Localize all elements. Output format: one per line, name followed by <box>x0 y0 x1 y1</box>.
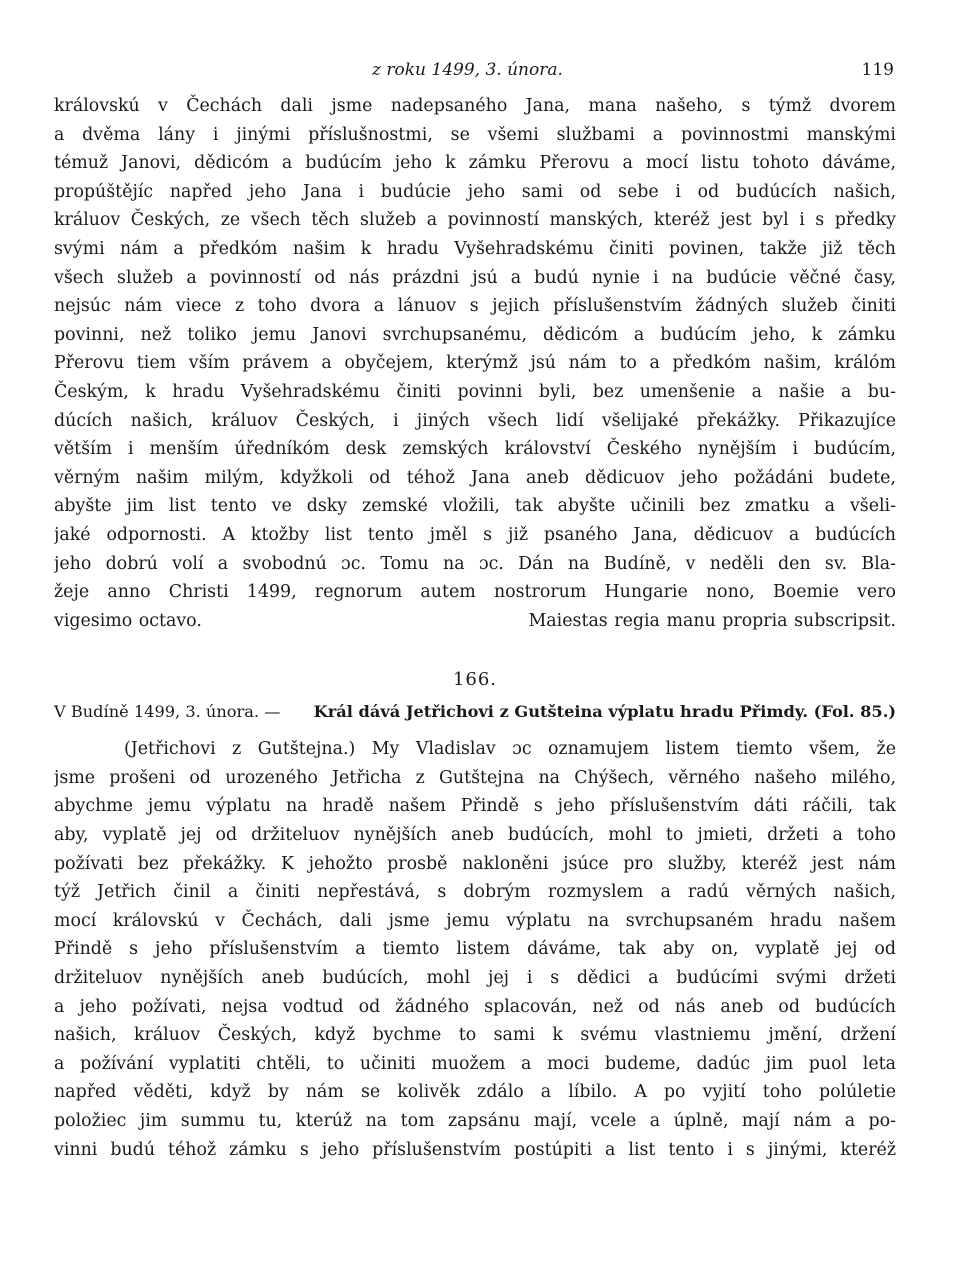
text-line-signature <box>54 607 896 636</box>
closing-words: vigesimo octavo. <box>54 610 202 631</box>
text-line: a jeho požívati, nejsa vodtud od žádného splacován, než od nás aneb od budúcích <box>54 996 896 1017</box>
text-line: dúcích našich, králuov Českých, i jiných všech lidí všelijaké překážky. Přikazujíce <box>54 410 896 431</box>
text-line: týž Jetřich činil a činiti nepřestává, s dobrým rozmyslem a radú věrných našich, <box>54 882 896 903</box>
text-line: abychme jemu výplatu na hradě našem Přindě s jeho příslušenstvím dáti ráčili, tak <box>54 796 896 817</box>
text-line: našich, králuov Českých, když bychme to sami k svému vlastniemu jmění, držení <box>54 1025 896 1046</box>
text-line: vinni budú téhož zámku s jeho příslušenstvím postúpiti a list tento i s jinými, kteréž <box>54 1139 896 1160</box>
text-line: Přindě s jeho příslušenstvím a tiemto listem dáváme, tak aby on, vyplatě jej od <box>54 939 896 960</box>
text-line: všech služeb a povinností od nás prázdni jsú a budú nynie i na budúcie věčné časy, <box>54 267 896 288</box>
text-line: větším i menším úředníkóm desk zemských království Českého nynějším i budúcím, <box>54 439 896 460</box>
text-line: požívati bez překážky. K jehožto prosbě nakloněni jsúce pro služby, kteréž jest nám <box>54 853 896 874</box>
text-line: svými nám a předkóm našim k hradu Vyšehradskému činiti povinen, takže již těch <box>54 238 896 259</box>
text-line: mocí královskú v Čechách, dali jsme jemu výplatu na svrchupsaném hradu našem <box>54 910 896 931</box>
text-line: a dvěma lány i jinými příslušnostmi, se všemi službami a povinnostmi manskými <box>54 124 896 145</box>
regest-date: V Budíně 1499, 3. února. — <box>54 702 281 722</box>
text-line: jaké odpornosti. A ktožby list tento jměl s již psaného Jana, dědicuov a budúcích <box>54 524 896 545</box>
text-line: Přerovu tiem vším právem a obyčejem, kterýmž jsú nám to a předkóm našim, králóm <box>54 353 896 374</box>
text-line: a požívání vyplatiti chtěli, to učiniti muožem a moci budeme, dadúc jim puol leta <box>54 1053 896 1074</box>
text-line: žeje anno Christi 1499, regnorum autem nostrorum Hungarie nono, Boemie vero <box>54 582 896 603</box>
text-line: Českým, k hradu Vyšehradskému činiti povinni byli, bez umenšenie a našie a bu- <box>54 381 896 402</box>
text-line: držiteluov nynějších aneb budúcích, mohl jej i s dědici a budúcími svými držeti <box>54 968 896 989</box>
document-number: 166. <box>452 669 498 691</box>
text-line: královskú v Čechách dali jsme nadepsaného Jana, mana našeho, s týmž dvorem <box>54 96 896 116</box>
running-head-title: z roku 1499, 3. února. <box>372 60 563 80</box>
document-page <box>54 52 896 1252</box>
document-body <box>54 735 896 1164</box>
regest <box>54 699 896 729</box>
text-line: králuov Českých, ze všech těch služeb a povinností manských, kteréž jest byl i s předky <box>54 210 896 231</box>
regest-content: Král dává Jetřichovi z Gutšteina výplatu hradu Přimdy. (Fol. 85.) <box>313 702 896 722</box>
text-line: napřed věděti, když by nám se kolivěk zdálo a líbilo. A po vyjití toho polúletie <box>54 1082 896 1103</box>
royal-subscription: Maiestas regia manu propria subscripsit. <box>528 610 896 631</box>
text-line: abyšte jim list tento ve dsky zemské vložili, tak abyšte učinili bez zmatku a všeli- <box>54 496 896 517</box>
text-line: jeho dobrú volí a svobodnú ɔc. Tomu na ɔc. Dán na Budíně, v neděli den sv. Bla- <box>54 553 896 574</box>
text-line: věrným našim milým, kdyžkoli od téhož Jana aneb dědicuov jeho požádáni budete, <box>54 467 896 488</box>
text-line: (Jetřichovi z Gutštejna.) My Vladislav ɔc oznamujem listem tiemto všem, že <box>124 739 896 760</box>
text-line: aby, vyplatě jej od držiteluov nynějších aneb budúcích, mohl to jmieti, držeti a toho <box>54 825 896 846</box>
text-line: položiec jim summu tu, kterúž na tom zapsánu mají, vcele a úplně, mají nám a po- <box>54 1111 896 1131</box>
text-line: nejsúc nám viece z toho dvora a lánuov s jejich příslušenstvím žádných služeb činiti <box>54 296 896 317</box>
running-head <box>54 52 896 92</box>
text-line: témuž Janovi, dědicóm a budúcím jeho k zámku Přerovu a mocí listu tohoto dáváme, <box>54 153 896 174</box>
text-line: propúštějíc napřed jeho Jana i budúcie jeho sami od sebe i od budúcích našich, <box>54 181 896 202</box>
paragraph-continuation <box>54 92 896 635</box>
text-line: jsme prošeni od urozeného Jetřicha z Gutštejna na Chýšech, věrného našeho milého, <box>54 767 896 788</box>
page-number: 119 <box>861 60 894 80</box>
text-line: povinni, než toliko jemu Janovi svrchupsanému, dědicóm a budúcím jeho, k zámku <box>54 324 896 345</box>
